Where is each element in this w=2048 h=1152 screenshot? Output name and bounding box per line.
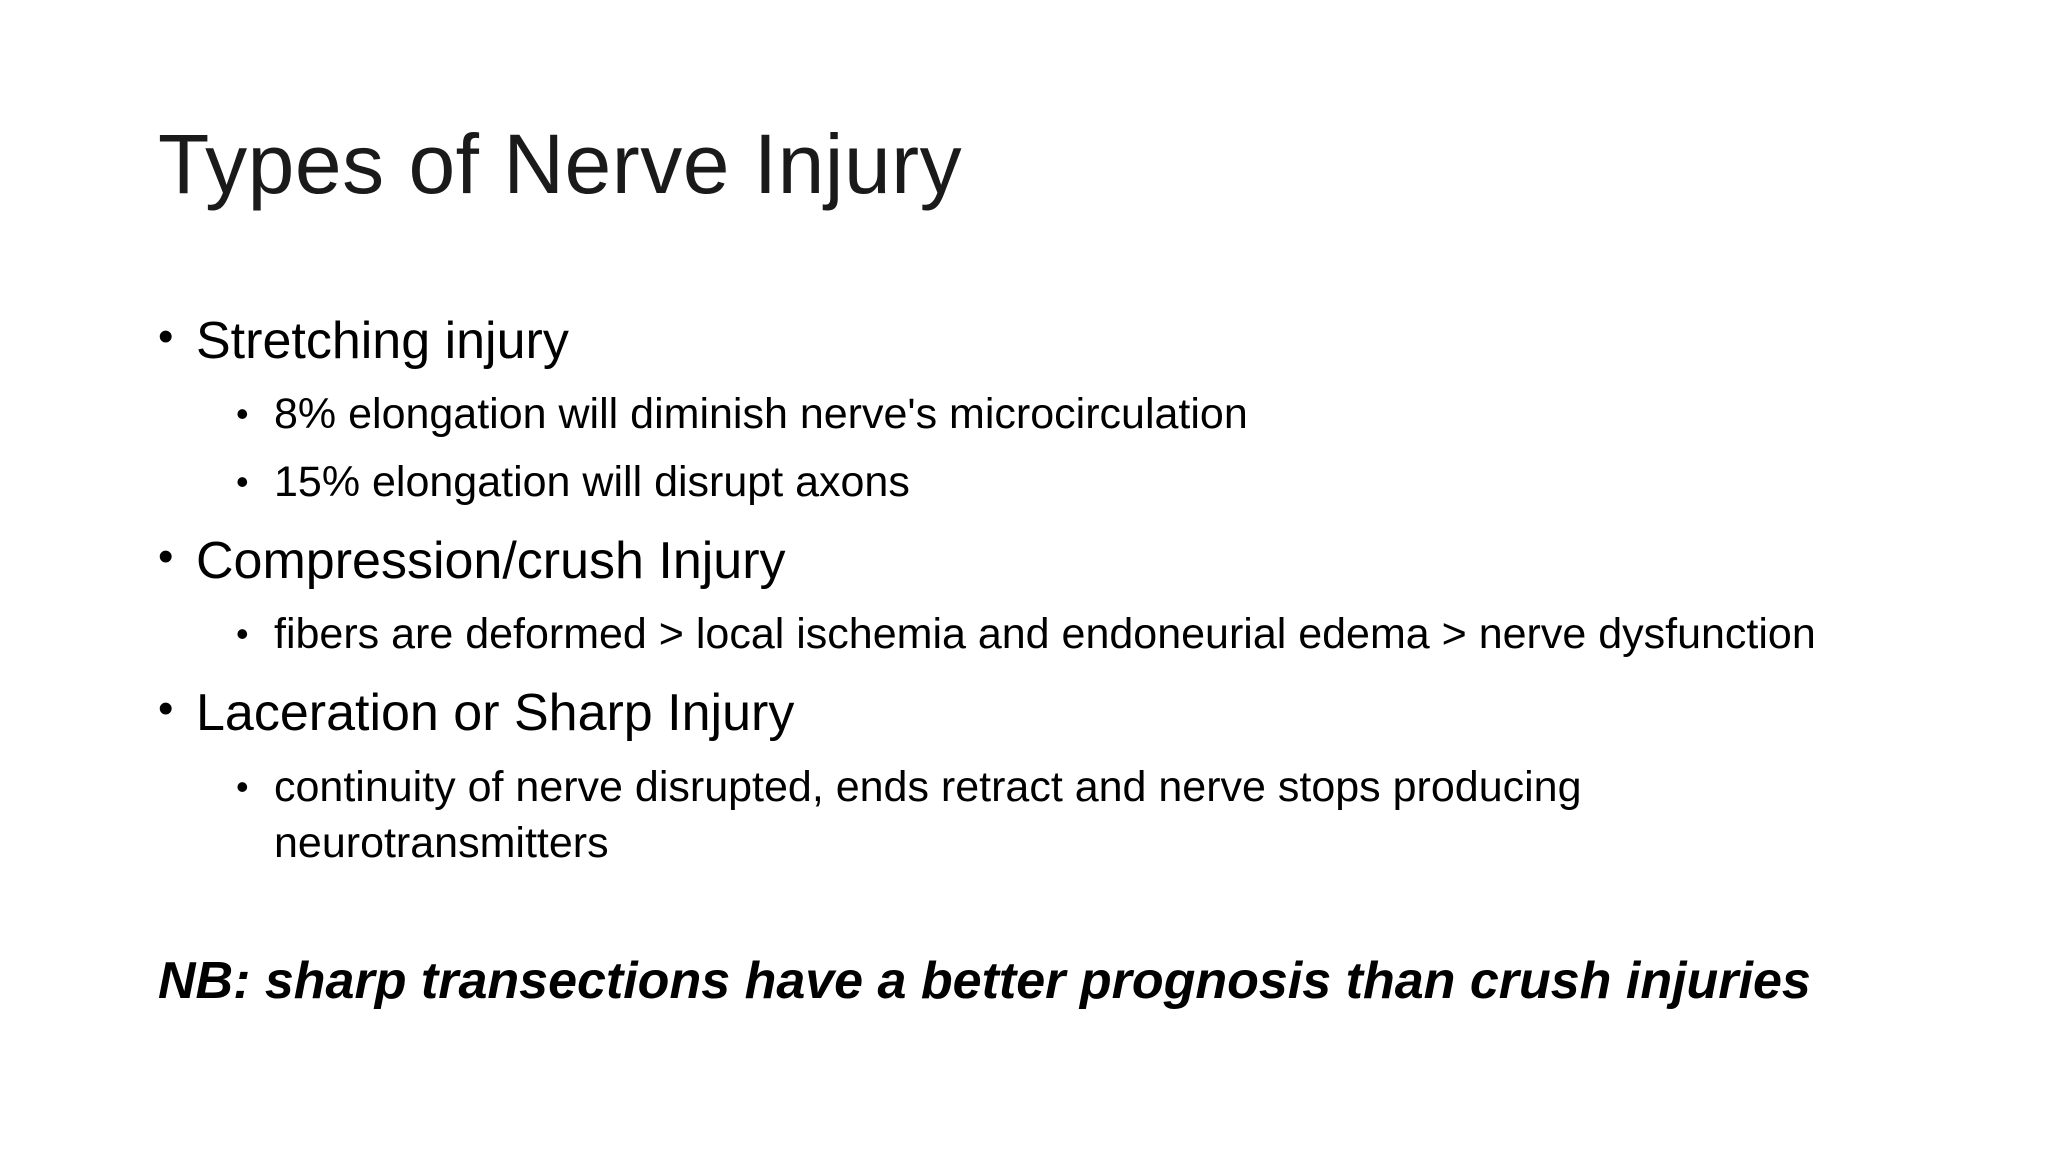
bullet-icon: • bbox=[158, 312, 174, 361]
bullet-icon: • bbox=[236, 613, 249, 655]
bullet-text: Laceration or Sharp Injury bbox=[196, 684, 795, 743]
sub-bullet-text: 15% elongation will disrupt axons bbox=[274, 458, 910, 507]
bullet-text: Compression/crush Injury bbox=[196, 532, 786, 591]
sub-bullet-text: continuity of nerve disrupted, ends retract and nerve stops producing neurotransmitters bbox=[274, 762, 1582, 867]
bullet-item bbox=[158, 532, 1918, 590]
sub-bullet-list bbox=[158, 759, 1918, 871]
bullet-icon: • bbox=[158, 532, 174, 582]
sub-bullet-list bbox=[158, 606, 1918, 662]
sub-bullet-item bbox=[236, 386, 1918, 442]
bullet-icon: • bbox=[158, 684, 174, 734]
slide-content bbox=[158, 312, 1918, 883]
bullet-icon: • bbox=[236, 393, 249, 435]
sub-bullet-list bbox=[158, 386, 1918, 510]
sub-bullet-text: fibers are deformed > local ischemia and endoneurial edema > nerve dysfunction bbox=[274, 610, 1816, 659]
bullet-item bbox=[158, 312, 1918, 370]
bullet-icon: • bbox=[236, 461, 249, 503]
slide-note: NB: sharp transections have a better prognosis than crush injuries bbox=[158, 952, 1811, 1010]
sub-bullet-item bbox=[236, 454, 1918, 510]
bullet-icon: • bbox=[236, 765, 249, 807]
sub-bullet-text: 8% elongation will diminish nerve's microcirculation bbox=[274, 390, 1248, 439]
sub-bullet-item bbox=[236, 606, 1918, 662]
bullet-text: Stretching injury bbox=[196, 312, 569, 370]
bullet-item bbox=[158, 684, 1918, 742]
sub-bullet-item bbox=[236, 759, 1918, 871]
slide-title: Types of Nerve Injury bbox=[158, 117, 963, 211]
